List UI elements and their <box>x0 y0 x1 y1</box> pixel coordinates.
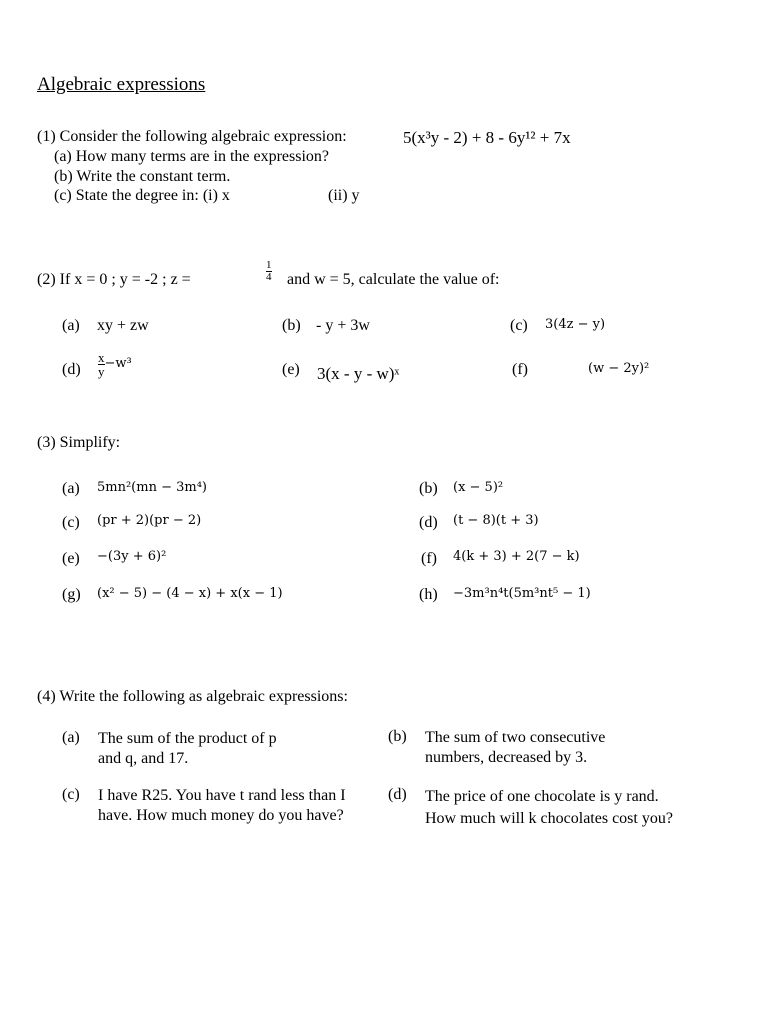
q3-label-c: (c) <box>62 514 80 531</box>
q2-label-d: (d) <box>62 361 81 378</box>
q2-expr-c: 3(4z − y) <box>545 317 606 332</box>
q3-expr-a: 5mn²(mn − 3m⁴) <box>97 480 207 495</box>
q4-text-c: I have R25. You have t rand less than I have. How much money do you have? <box>98 787 346 824</box>
q2-d-numerator: x <box>98 350 105 365</box>
q3-expr-e: −(3y + 6)² <box>97 549 167 564</box>
page-title: Algebraic expressions <box>37 74 206 95</box>
q3-label-f: (f) <box>421 550 437 567</box>
q3-label-a: (a) <box>62 480 80 497</box>
q1-part-c: (c) State the degree in: (i) x <box>54 187 230 204</box>
q4-label-a: (a) <box>62 729 80 746</box>
q2-label-b: (b) <box>282 317 301 334</box>
q4-text-d: The price of one chocolate is y rand. How much will k chocolates cost you? <box>425 788 673 828</box>
q2-expr-b: - y + 3w <box>316 317 370 334</box>
q3-expr-f: 4(k + 3) + 2(7 − k) <box>453 549 580 564</box>
q3-label-h: (h) <box>419 586 438 603</box>
q2-z-denominator: 4 <box>266 271 272 283</box>
q4-text-b: The sum of two consecutive numbers, decreased by 3. <box>425 729 606 766</box>
q2-expr-a: xy + zw <box>97 317 149 334</box>
q2-expr-f: (w − 2y)² <box>588 361 650 376</box>
q3-label-d: (d) <box>419 514 438 531</box>
q3-expr-b: (x − 5)² <box>453 480 504 495</box>
q2-label-a: (a) <box>62 317 80 334</box>
q1-expression: 5(x³y - 2) + 8 - 6y¹² + 7x <box>403 128 571 147</box>
q2-label-e: (e) <box>282 361 300 378</box>
q3-expr-h: −3m³n⁴t(5m³nt⁵ − 1) <box>453 586 591 601</box>
q2-d-rest: −w³ <box>104 356 132 372</box>
q4-stem: (4) Write the following as algebraic expressions: <box>37 688 348 705</box>
q3-expr-g: (x² − 5) − (4 − x) + x(x − 1) <box>97 586 283 601</box>
q2-d-denominator: y <box>98 364 105 379</box>
q3-label-e: (e) <box>62 550 80 567</box>
q2-stem-end: and w = 5, calculate the value of: <box>287 271 500 288</box>
q4-text-a: The sum of the product of p and q, and 17. <box>98 730 277 767</box>
q2-expr-d <box>98 351 132 378</box>
q1-part-a: (a) How many terms are in the expression? <box>54 148 330 165</box>
q1-part-b: (b) Write the constant term. <box>54 168 231 185</box>
q2-expr-e: 3(x - y - w)ˣ <box>317 364 400 383</box>
q1-stem: (1) Consider the following algebraic expression: <box>37 128 347 145</box>
q4-label-b: (b) <box>388 728 407 745</box>
q2-z-numerator: 1 <box>266 259 272 271</box>
q2-label-c: (c) <box>510 317 528 334</box>
q3-label-g: (g) <box>62 586 81 603</box>
q3-label-b: (b) <box>419 480 438 497</box>
q4-label-c: (c) <box>62 786 80 803</box>
q4-label-d: (d) <box>388 786 407 803</box>
q1-part-c-ii: (ii) y <box>328 187 360 204</box>
q3-expr-c: (pr + 2)(pr − 2) <box>97 513 202 528</box>
q3-stem: (3) Simplify: <box>37 434 121 451</box>
q3-expr-d: (t − 8)(t + 3) <box>453 513 539 528</box>
q2-stem-start: (2) If x = 0 ; y = -2 ; z = <box>37 271 191 288</box>
q2-label-f: (f) <box>512 361 528 378</box>
q2-z-fraction <box>266 260 272 283</box>
